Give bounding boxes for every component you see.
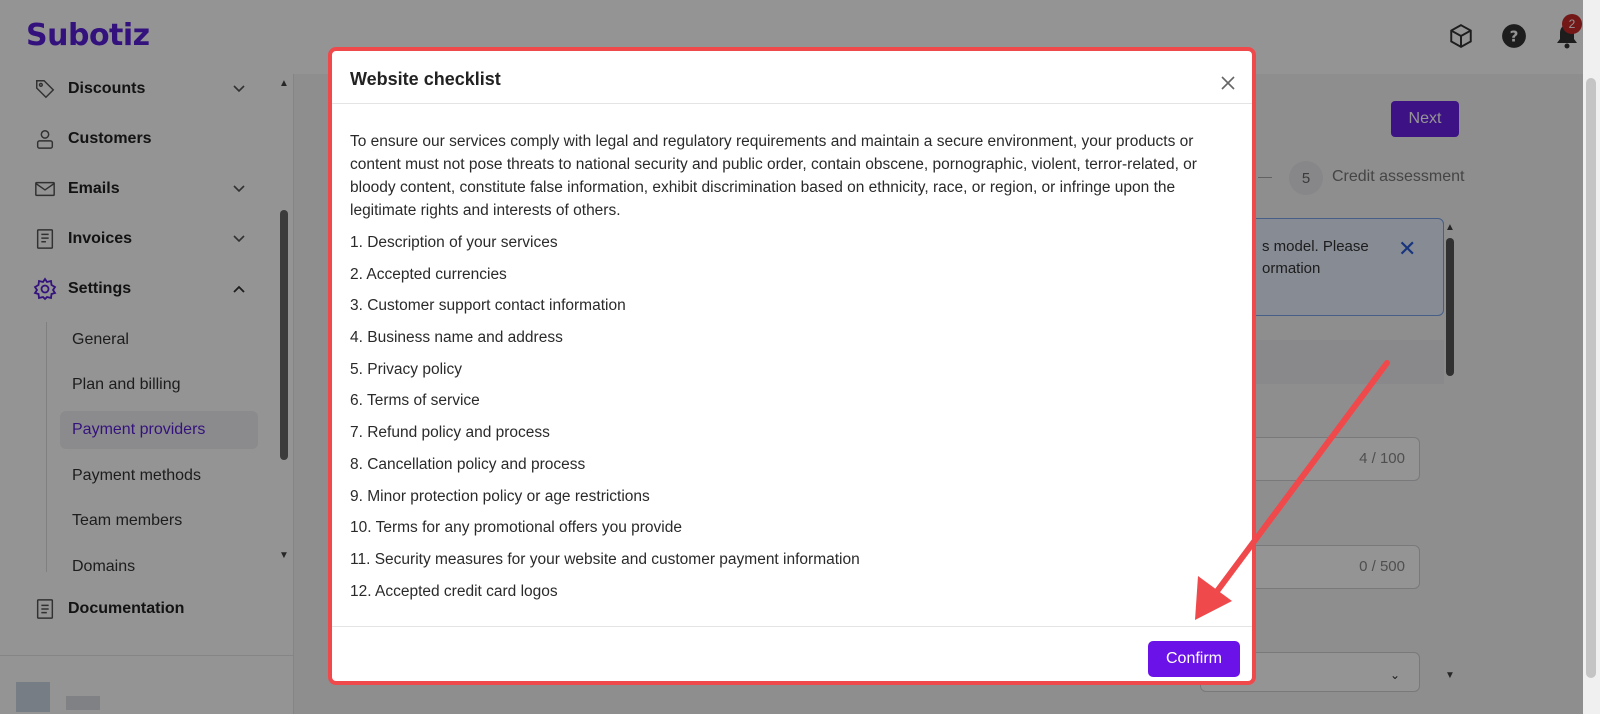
char-counter: 4 / 100 [1359, 450, 1405, 467]
modal-title: Website checklist [350, 69, 501, 89]
notification-badge: 2 [1562, 14, 1582, 34]
list-item: 4. Business name and address [350, 329, 563, 347]
sidebar-item-label: Settings [68, 280, 132, 297]
chevron-down-icon[interactable]: ⌄ [1390, 668, 1401, 682]
svg-text:?: ? [1509, 27, 1519, 46]
sidebar-sub-team-members[interactable]: Team members [72, 512, 183, 529]
step-number: 5 [1289, 161, 1323, 195]
list-item: 7. Refund policy and process [350, 424, 550, 442]
sidebar-sub-payment-providers[interactable]: Payment providers [60, 411, 258, 449]
scroll-down-arrow-icon[interactable]: ▼ [279, 550, 289, 561]
list-item: 5. Privacy policy [350, 360, 462, 378]
modal-intro-text: To ensure our services comply with legal and regulatory requirements and maintain a secure environment, your products or content must not pose threats to national security and public order, contain obscene, pornographic, violent, terror-related, or bloody content, constitute false information, exhibit discrimination based on ethnicity, race, or region, or infringe upon the legitimate rights and interests of others. [350, 133, 1197, 219]
sidebar-item-label: Documentation [68, 600, 185, 617]
list-item: 12. Accepted credit card logos [350, 582, 558, 600]
sidebar-sub-general[interactable]: General [72, 331, 129, 348]
close-icon[interactable]: ✕ [1398, 236, 1417, 261]
sidebar-sub-plan-billing[interactable]: Plan and billing [72, 376, 181, 393]
sidebar-item-label: Emails [68, 180, 120, 197]
scroll-up-arrow-icon[interactable]: ▲ [279, 78, 289, 89]
list-item: 10. Terms for any promotional offers you provide [350, 519, 682, 537]
scroll-down-arrow-icon[interactable]: ▼ [1445, 670, 1455, 681]
char-counter: 0 / 500 [1359, 558, 1405, 575]
list-item: 1. Description of your services [350, 234, 558, 251]
list-item: 3. Customer support contact information [350, 297, 626, 315]
sidebar-item-label: Customers [68, 130, 152, 147]
list-item: 6. Terms of service [350, 392, 480, 410]
list-item: 9. Minor protection policy or age restrictions [350, 487, 650, 505]
scroll-up-arrow-icon[interactable]: ▲ [1445, 222, 1455, 233]
sidebar-item-label: Discounts [68, 80, 146, 97]
app-logo[interactable]: Subotiz [26, 18, 150, 53]
list-item: 8. Cancellation policy and process [350, 455, 586, 473]
step-label: Credit assessment [1332, 168, 1465, 185]
info-banner-text: s model. Please ormation [1262, 238, 1369, 277]
list-item: 2. Accepted currencies [350, 265, 507, 283]
list-item: 11. Security measures for your website and customer payment information [350, 550, 860, 568]
sidebar-sub-domains[interactable]: Domains [72, 558, 136, 575]
confirm-button[interactable]: Confirm [1148, 641, 1240, 677]
next-button[interactable]: Next [1391, 101, 1459, 137]
sidebar-item-label: Invoices [68, 230, 133, 247]
sidebar-sub-payment-methods[interactable]: Payment methods [72, 467, 201, 484]
